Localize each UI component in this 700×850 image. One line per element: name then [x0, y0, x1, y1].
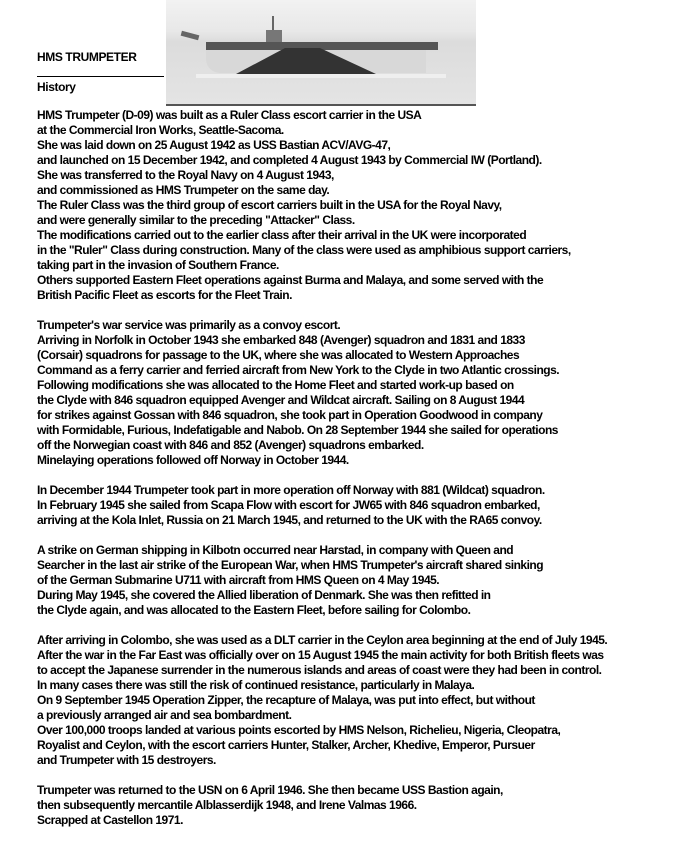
- text-line: then subsequently mercantile Alblasserdijk 1948, and Irene Valmas 1966.: [37, 798, 417, 812]
- text-line: On 9 September 1945 Operation Zipper, the recapture of Malaya, was put into effect, but without: [37, 693, 535, 707]
- text-line: and Trumpeter with 15 destroyers.: [37, 753, 216, 767]
- paragraph: [37, 543, 697, 618]
- text-line: and were generally similar to the preceding "Attacker" Class.: [37, 213, 355, 227]
- mast-shape: [272, 16, 274, 31]
- text-line: to accept the Japanese surrender in the numerous islands and areas of coast were they had been in control.: [37, 663, 602, 677]
- text-line: After the war in the Far East was officially over on 15 August 1945 the main activity for both British fleets was: [37, 648, 604, 662]
- ship-photo: [166, 0, 476, 106]
- text-line: Trumpeter's war service was primarily as a convoy escort.: [37, 318, 341, 332]
- text-line: at the Commercial Iron Works, Seattle-Sacoma.: [37, 123, 284, 137]
- paragraph: [37, 633, 697, 768]
- text-line: Scrapped at Castellon 1971.: [37, 813, 183, 827]
- divider: [37, 76, 164, 77]
- text-line: During May 1945, she covered the Allied liberation of Denmark. She was then refitted in: [37, 588, 491, 602]
- text-line: Arriving in Norfolk in October 1943 she embarked 848 (Avenger) squadron and 1831 and 1833: [37, 333, 525, 347]
- flight-deck-shape: [206, 42, 438, 50]
- text-line: Minelaying operations followed off Norway in October 1944.: [37, 453, 349, 467]
- text-line: Following modifications she was allocated to the Home Fleet and started work-up based on: [37, 378, 514, 392]
- wake-shape: [196, 74, 446, 78]
- paragraph: [37, 483, 697, 528]
- text-line: She was laid down on 25 August 1942 as USS Bastian ACV/AVG-47,: [37, 138, 391, 152]
- history-text: [37, 108, 697, 843]
- text-line: A strike on German shipping in Kilbotn occurred near Harstad, in company with Queen and: [37, 543, 514, 557]
- paragraph: [37, 318, 697, 468]
- text-line: and commissioned as HMS Trumpeter on the same day.: [37, 183, 330, 197]
- text-line: of the German Submarine U711 with aircraft from HMS Queen on 4 May 1945.: [37, 573, 440, 587]
- text-line: In many cases there was still the risk of continued resistance, particularly in Malaya.: [37, 678, 475, 692]
- text-line: The Ruler Class was the third group of escort carriers built in the USA for the Royal Navy,: [37, 198, 502, 212]
- text-line: and launched on 15 December 1942, and completed 4 August 1943 by Commercial IW (Portland).: [37, 153, 542, 167]
- text-line: Others supported Eastern Fleet operations against Burma and Malaya, and some served with the: [37, 273, 544, 287]
- text-line: taking part in the invasion of Southern France.: [37, 258, 279, 272]
- text-line: Command as a ferry carrier and ferried aircraft from New York to the Clyde in two Atlantic crossings.: [37, 363, 560, 377]
- text-line: in the "Ruler" Class during construction. Many of the class were used as amphibious support carriers,: [37, 243, 571, 257]
- aircraft-shape: [181, 31, 200, 40]
- text-line: After arriving in Colombo, she was used as a DLT carrier in the Ceylon area beginning at the end of July 1945.: [37, 633, 608, 647]
- text-line: HMS Trumpeter (D-09) was built as a Ruler Class escort carrier in the USA: [37, 108, 422, 122]
- text-line: off the Norwegian coast with 846 and 852 (Avenger) squadrons embarked.: [37, 438, 424, 452]
- page-title: HMS TRUMPETER: [37, 50, 137, 64]
- text-line: In December 1944 Trumpeter took part in more operation off Norway with 881 (Wildcat) squadron.: [37, 483, 545, 497]
- text-line: Royalist and Ceylon, with the escort carriers Hunter, Stalker, Archer, Khedive, Emperor, Pursuer: [37, 738, 535, 752]
- paragraph: [37, 108, 697, 303]
- text-line: for strikes against Gossan with 846 squadron, she took part in Operation Goodwood in company: [37, 408, 543, 422]
- text-line: In February 1945 she sailed from Scapa Flow with escort for JW65 with 846 squadron embarked,: [37, 498, 540, 512]
- text-line: a previously arranged air and sea bombardment.: [37, 708, 292, 722]
- text-line: She was transferred to the Royal Navy on 4 August 1943,: [37, 168, 334, 182]
- text-line: arriving at the Kola Inlet, Russia on 21 March 1945, and returned to the UK with the RA65 convoy.: [37, 513, 542, 527]
- text-line: The modifications carried out to the earlier class after their arrival in the UK were incorporated: [37, 228, 527, 242]
- text-line: Over 100,000 troops landed at various points escorted by HMS Nelson, Richelieu, Nigeria, Cleopatra,: [37, 723, 561, 737]
- text-line: with Formidable, Furious, Indefatigable and Nabob. On 28 September 1944 she sailed for operations: [37, 423, 558, 437]
- text-line: Searcher in the last air strike of the European War, when HMS Trumpeter's aircraft shared sinking: [37, 558, 544, 572]
- paragraph: [37, 783, 697, 828]
- section-heading: History: [37, 80, 76, 94]
- text-line: British Pacific Fleet as escorts for the Fleet Train.: [37, 288, 292, 302]
- text-line: the Clyde with 846 squadron equipped Avenger and Wildcat aircraft. Sailing on 8 August 1944: [37, 393, 525, 407]
- text-line: (Corsair) squadrons for passage to the UK, where she was allocated to Western Approaches: [37, 348, 520, 362]
- text-line: Trumpeter was returned to the USN on 6 April 1946. She then became USS Bastion again,: [37, 783, 503, 797]
- text-line: the Clyde again, and was allocated to the Eastern Fleet, before sailing for Colombo.: [37, 603, 471, 617]
